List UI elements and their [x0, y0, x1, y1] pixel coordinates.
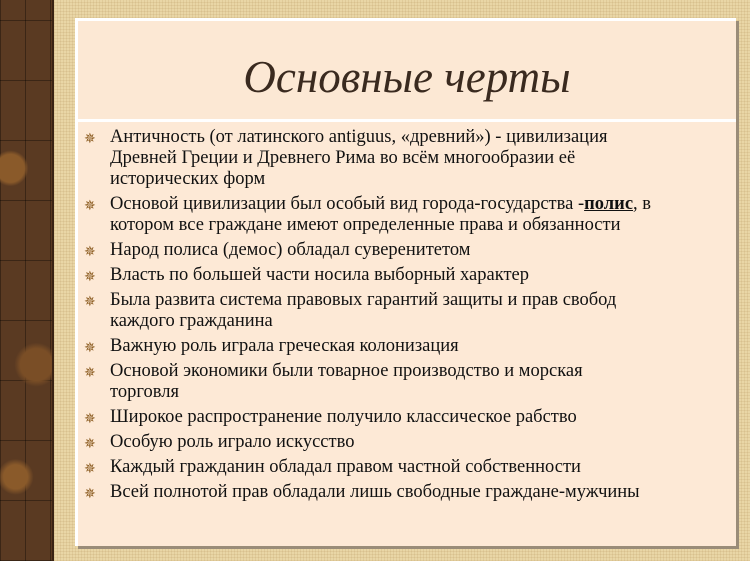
- list-item: [78, 127, 736, 190]
- item-line: Античность (от латинского antiguus, «древний») - цивилизация: [110, 127, 608, 147]
- item-line: каждого гражданина: [110, 311, 273, 331]
- ornament-star-icon: ✵: [84, 270, 96, 285]
- item-text: Основой цивилизации был особый вид города-государства -: [110, 194, 585, 214]
- item-line: торговля: [110, 382, 179, 402]
- ornament-star-icon: ✵: [84, 412, 96, 427]
- title-area: [78, 21, 736, 122]
- list-item: [78, 361, 736, 403]
- ornament-star-icon: ✵: [84, 462, 96, 477]
- polis-term: полис: [584, 194, 634, 214]
- list-item: [78, 240, 736, 261]
- item-line: Древней Греции и Древнего Рима во всём многообразии её: [110, 148, 576, 168]
- slide-title: Основные черты: [243, 52, 571, 102]
- ornament-star-icon: ✵: [84, 341, 96, 356]
- list-item: [78, 290, 736, 332]
- ornament-star-icon: ✵: [84, 437, 96, 452]
- list-item: [78, 407, 736, 428]
- item-line: котором все граждане имеют определенные права и обязанности: [110, 215, 621, 235]
- list-item: [78, 336, 736, 357]
- ornament-star-icon: ✵: [84, 295, 96, 310]
- item-line: Особую роль играло искусство: [110, 432, 355, 452]
- ornament-star-icon: ✵: [84, 132, 96, 147]
- item-line: Важную роль играла греческая колонизация: [110, 336, 459, 356]
- item-line: Основой экономики были товарное производство и морская: [110, 361, 583, 381]
- item-line: [110, 194, 736, 215]
- item-line: Каждый гражданин обладал правом частной собственности: [110, 457, 581, 477]
- ornament-star-icon: ✵: [84, 366, 96, 381]
- item-line: Всей полнотой прав обладали лишь свободные граждане-мужчины: [110, 482, 640, 502]
- item-line: Власть по большей части носила выборный характер: [110, 265, 530, 285]
- list-item: [78, 482, 736, 503]
- item-line: Была развита система правовых гарантий защиты и прав свобод: [110, 290, 617, 310]
- decorative-side-strip: [0, 0, 54, 561]
- slide-panel: [75, 18, 736, 546]
- bullet-list: [78, 127, 736, 507]
- item-text: , в: [633, 194, 652, 214]
- item-line: исторических форм: [110, 169, 266, 189]
- ornament-star-icon: ✵: [84, 487, 96, 502]
- list-item: [78, 457, 736, 478]
- list-item: [78, 194, 736, 236]
- item-line: Широкое распространение получило классическое рабство: [110, 407, 577, 427]
- ornament-star-icon: ✵: [84, 245, 96, 260]
- list-item: [78, 432, 736, 453]
- item-line: Народ полиса (демос) обладал суверенитетом: [110, 240, 471, 260]
- list-item: [78, 265, 736, 286]
- ornament-star-icon: ✵: [84, 199, 96, 214]
